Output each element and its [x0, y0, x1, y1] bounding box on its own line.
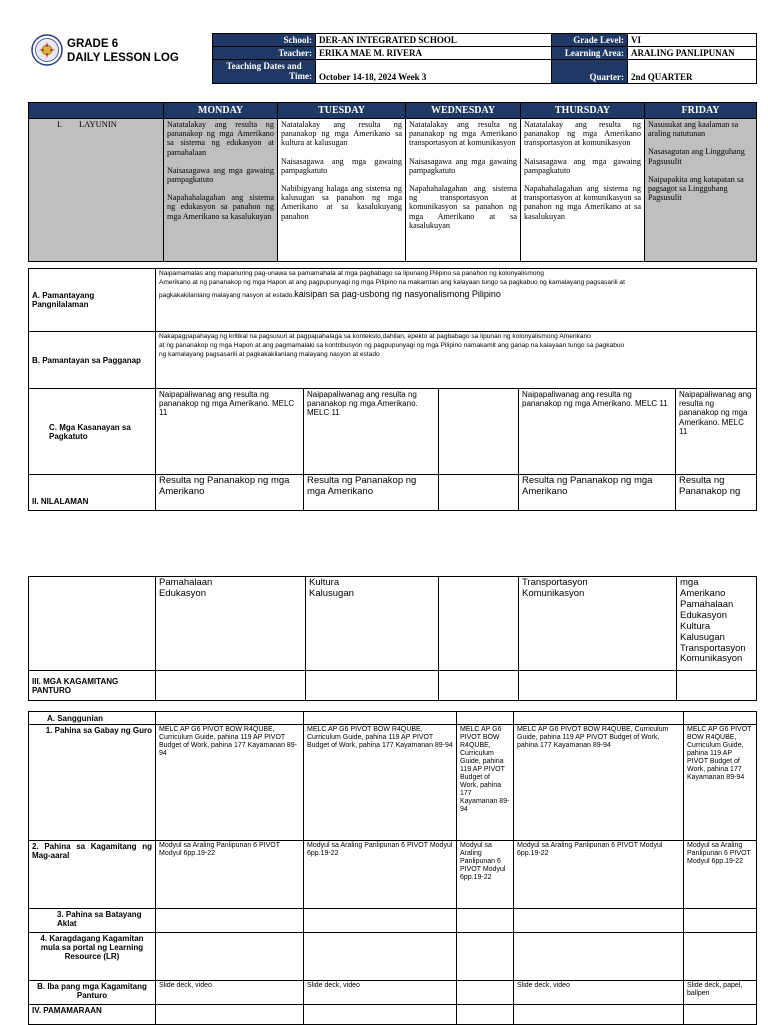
iba-wednesday	[457, 981, 514, 1005]
header-info-table	[212, 33, 757, 84]
day-header-blank	[29, 103, 164, 119]
magaaral-friday: Modyul sa Araling Panlipunan 6 PIVOT Modyul 6pp.19-22	[684, 841, 757, 909]
gabay-guro-monday: MELC AP G6 PIVOT BOW R4QUBE, Curriculum Guide, pahina 119 AP PIVOT Budget of Work, pahina 177 Kayamanan 89-94	[156, 725, 304, 841]
dates-label-line2: Time:	[289, 71, 312, 82]
objectives-table	[28, 102, 757, 262]
quarter-label: Quarter:	[552, 60, 628, 84]
dates-label-line1: Teaching Dates and	[226, 61, 302, 71]
kasanayan-wednesday	[439, 389, 519, 475]
kasanayan-thursday: Naipapaliwanag ang resulta ng pananakop ng mga Amerikano. MELC 11	[519, 389, 676, 475]
standards-table	[28, 268, 757, 511]
nilalaman-wednesday	[439, 475, 519, 511]
title-dll: DAILY LESSON LOG	[67, 51, 179, 64]
kasanayan-tuesday: Naipapaliwanag ang resulta ng pananakop ng mga Amerikano. MELC 11	[304, 389, 439, 475]
grade-value: VI	[628, 34, 757, 47]
quarter-value: 2nd QUARTER	[628, 60, 757, 84]
kasanayan-label: C. Mga Kasanayan sa Pagkatuto	[29, 389, 156, 475]
dates-value: October 14-18, 2024 Week 3	[316, 60, 552, 84]
gabay-guro-tuesday: MELC AP G6 PIVOT BOW R4QUBE, Curriculum Guide, pahina 119 AP PIVOT Budget of Work, pahina 177 Kayamanan 89-94	[304, 725, 457, 841]
kagamitan-wednesday	[439, 671, 519, 701]
content-cont-tuesday: Kultura Kalusugan	[306, 577, 439, 671]
school-label: School:	[213, 34, 316, 47]
nilalaman-friday: Resulta ng Pananakop ng	[676, 475, 757, 511]
school-value: DER-AN INTEGRATED SCHOOL	[316, 34, 552, 47]
layunin-wednesday: Natatalakay ang resulta ng pananakop ng mga Amerikano transportasyon at komunikasyon Naisasagawa ang mga gawaing pampagkatuto Napahahalagahan ang sistema ng transportasyon at komunikasyon sa panahon ng mga Amerikano at sa kasalukuyan	[406, 119, 521, 262]
pamantayan-sa-pagganap-text: Nakapagpapahayag ng kritikal na pagsusuri at pagpapahalaga sa konteksto,dahilan, epekto at pagbabago sa lipunan ng kolonyalismong Amerikano at ng pananakop ng mga Hapon at ang pagmamalaki sa kontribusyon ng pagpupunyagi ng mga Pilipino namakamit ang ganap na kalayaan tungo sa pagkabuo ng kamalayang pagsasarili at pagkakakilanlang malayang nasyon at estado	[156, 332, 757, 389]
page-title	[67, 38, 179, 66]
gabay-guro-wednesday: MELC AP G6 PIVOT BOW R4QUBE, Curriculum Guide, pahina 119 AP PIVOT Budget of Work, pahina 177 Kayamanan 89-94	[457, 725, 514, 841]
content-cont-wednesday	[439, 577, 519, 671]
gabay-guro-label: 1. Pahina sa Gabay ng Guro	[29, 725, 156, 841]
day-header-monday: MONDAY	[164, 103, 278, 119]
content-cont-monday: Pamahalaan Edukasyon	[156, 577, 306, 671]
karagdagang-kagamitan-label: 4. Karagdagang Kagamitan mula sa portal ng Learning Resource (LR)	[29, 933, 156, 981]
deped-seal-logo	[31, 34, 63, 66]
iba-pang-kagamitan-label: B. Iba pang mga Kagamitang Panturo	[29, 981, 156, 1005]
kagamitan-friday	[677, 671, 757, 701]
magaaral-thursday: Modyul sa Araling Panlipunan 6 PIVOT Modyul 6pp.19-22	[514, 841, 684, 909]
references-table	[28, 711, 757, 1025]
nilalaman-tuesday: Resulta ng Pananakop ng mga Amerikano	[304, 475, 439, 511]
nilalaman-label: II. NILALAMAN	[29, 475, 156, 511]
kagamitan-magaaral-label: 2. Pahina sa Kagamitang ng Mag-aaral	[29, 841, 156, 909]
content-cont-friday: mga Amerikano Pamahalaan Edukasyon Kultura Kalusugan Transportasyon Komunikasyon	[677, 577, 757, 671]
area-label: Learning Area:	[552, 47, 628, 60]
gabay-guro-thursday: MELC AP G6 PIVOT BOW R4QUBE, Curriculum Guide, pahina 119 AP PIVOT Budget of Work, pahina 177 Kayamanan 89-94	[514, 725, 684, 841]
day-header-tuesday: TUESDAY	[278, 103, 406, 119]
sanggunian-label: A. Sanggunian	[29, 712, 156, 725]
kasanayan-friday: Naipapaliwanag ang resulta ng pananakop ng mga Amerikano. MELC 11	[676, 389, 757, 475]
pamantayang-pangnilalaman-label: A. Pamantayang Pangnilalaman	[29, 269, 156, 332]
iba-monday: Slide deck, video	[156, 981, 304, 1005]
kagamitan-monday	[156, 671, 306, 701]
kagamitan-tuesday	[306, 671, 439, 701]
magaaral-monday: Modyul sa Araling Panlipunan 6 PIVOT Modyul 6pp.19-22	[156, 841, 304, 909]
iba-friday: Slide deck, papel, ballpen	[684, 981, 757, 1005]
kasanayan-monday: Naipapaliwanag ang resulta ng pananakop ng mga Amerikano. MELC 11	[156, 389, 304, 475]
teacher-value: ERIKA MAE M. RIVERA	[316, 47, 552, 60]
content-cont-thursday: Transportasyon Komunikasyon	[519, 577, 677, 671]
dates-label	[213, 60, 316, 84]
nilalaman-thursday: Resulta ng Pananakop ng mga Amerikano	[519, 475, 676, 511]
iba-tuesday: Slide deck, video	[304, 981, 457, 1005]
kagamitan-label: III. MGA KAGAMITANG PANTURO	[29, 671, 156, 701]
layunin-label: I. LAYUNIN	[29, 119, 164, 262]
day-header-wednesday: WEDNESDAY	[406, 103, 521, 119]
title-grade: GRADE 6	[67, 38, 119, 50]
iba-thursday: Slide deck, video	[514, 981, 684, 1005]
magaaral-tuesday: Modyul sa Araling Panlipunan 6 PIVOT Modyul 6pp.19-22	[304, 841, 457, 909]
content-continuation-table	[28, 576, 757, 701]
grade-label: Grade Level:	[552, 34, 628, 47]
gabay-guro-friday: MELC AP G6 PIVOT BOW R4QUBE, Curriculum Guide, pahina 119 AP PIVOT Budget of Work, pahina 177 Kayamanan 89-94	[684, 725, 757, 841]
teacher-label: Teacher:	[213, 47, 316, 60]
content-cont-label	[29, 577, 156, 671]
area-value: ARALING PANLIPUNAN	[628, 47, 757, 60]
day-header-thursday: THURSDAY	[521, 103, 645, 119]
layunin-tuesday: Natatalakay ang resulta ng pananakop ng mga Amerikano sa kultura at kalusugan Naisasagawa ang mga gawaing pampagkatuto Nabibigyang halaga ang sistema ng kalusugan sa panahon ng mga Amerikano at sa kasalukuyang panahon	[278, 119, 406, 262]
kagamitan-thursday	[519, 671, 677, 701]
nilalaman-monday: Resulta ng Pananakop ng mga Amerikano	[156, 475, 304, 511]
layunin-thursday: Natatalakay ang resulta ng pananakop ng mga Amerikano transportasyon at komunikasyon Naisasagawa ang mga gawaing pampagkatuto Napahahalagahan ang sistema ng transportasyon at komunikasyon sa panahon ng mga Amerikano at sa kasalukuyan	[521, 119, 645, 262]
pamamaraan-label: IV. PAMAMARAAN	[29, 1005, 156, 1025]
pamantayang-pangnilalaman-text: Naipamamalas ang mapanuring pag-unawa sa pamamahala at mga pagbabago sa lipunang Pilipino sa panahon ng kolonyalismong Amerikano at ng pananakop ng mga Hapon at ang pagpupunyagi ng mga Pilipino na makamtan ang kalayaan tungo sa pagkabuo ng kamalayang pagsasarili at pagkakakilanlang malayang nasyon at estado.kaisipan sa pag-usbong ng nasyonalismong Pilipino	[156, 269, 757, 332]
layunin-monday: Natatalakay ang resulta ng pananakop ng mga Amerikano sa sistema ng edukasyon at pamahalaan Naisasagawa ang mga gawaing pampagkatuto Napahahalagahan ang sistema ng edukasyon sa panahon ng mga Amerikano sa kasalukuyan	[164, 119, 278, 262]
day-header-friday: FRIDAY	[645, 103, 757, 119]
batayang-aklat-label: 3. Pahina sa Batayang Aklat	[29, 909, 156, 933]
layunin-friday: Nasusukat ang kaalaman sa araling natutunan Nasasagutan ang Lingguhang Pagsusulit Naipapakita ang katapatan sa pagsagot sa Lingguhang Pagsusulit	[645, 119, 757, 262]
pamantayan-sa-pagganap-label: B. Pamantayan sa Pagganap	[29, 332, 156, 389]
magaaral-wednesday: Modyul sa Araling Panlipunan 6 PIVOT Modyul 6pp.19-22	[457, 841, 514, 909]
